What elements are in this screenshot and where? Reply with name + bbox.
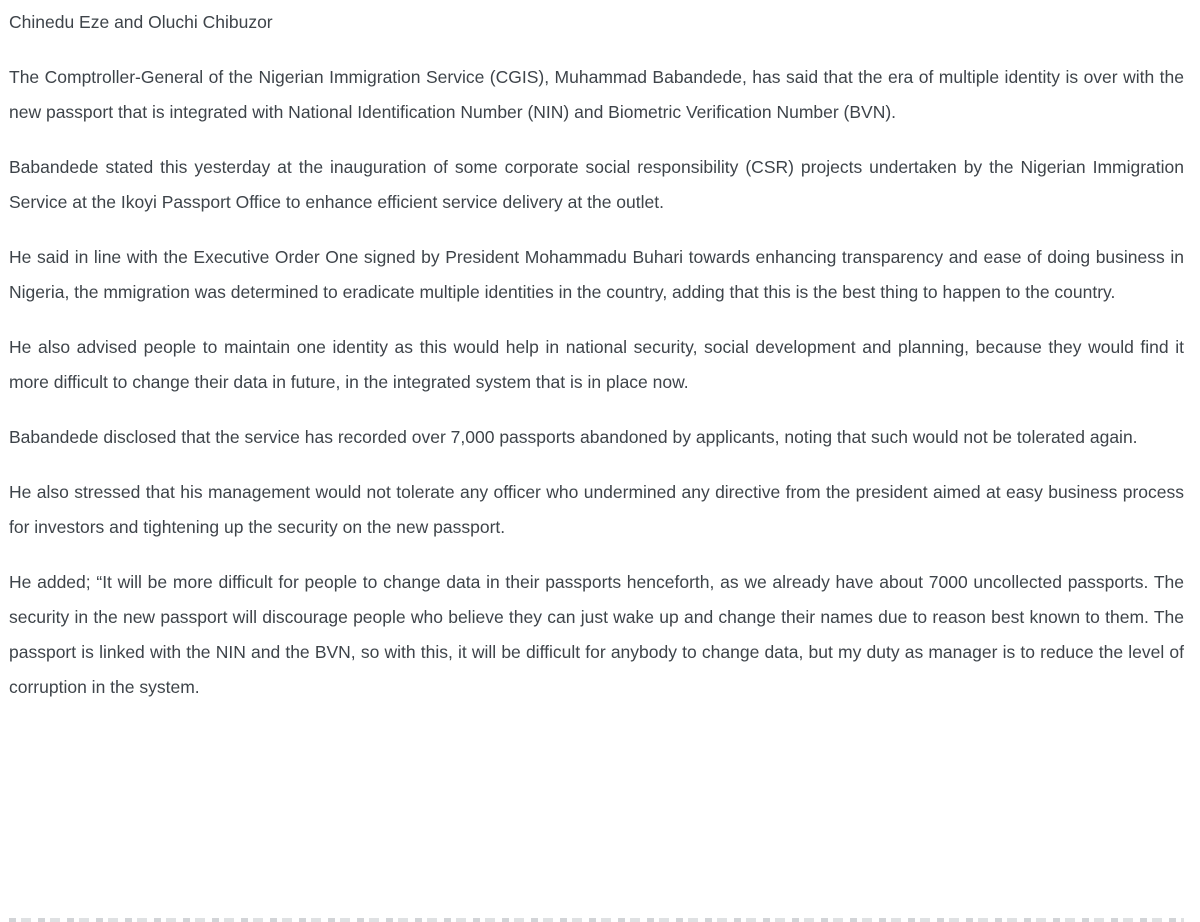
article-paragraph: He also advised people to maintain one identity as this would help in national security, social development and planning, because they would find it more difficult to change their data in future, in the integrated system that is in place now. (9, 337, 1184, 392)
clipped-text-line (9, 918, 1184, 922)
article-paragraph: He also stressed that his management would not tolerate any officer who undermined any directive from the president aimed at easy business process for investors and tightening up the security on the new passport. (9, 482, 1184, 537)
article-paragraph: He said in line with the Executive Order One signed by President Mohammadu Buhari towards enhancing transparency and ease of doing business in Nigeria, the mmigration was determined to eradicate multiple identities in the country, adding that this is the best thing to happen to the country. (9, 247, 1184, 302)
article-paragraph: Babandede stated this yesterday at the inauguration of some corporate social responsibility (CSR) projects undertaken by the Nigerian Immigration Service at the Ikoyi Passport Office to enhance efficient service delivery at the outlet. (9, 157, 1184, 212)
article-paragraph: He added; “It will be more difficult for people to change data in their passports henceforth, as we already have about 7000 uncollected passports. The security in the new passport will discourage people who believe they can just wake up and change their names due to reason best known to them. The passport is linked with the NIN and the BVN, so with this, it will be difficult for anybody to change data, but my duty as manager is to reduce the level of corruption in the system. (9, 572, 1184, 697)
article-paragraph: Babandede disclosed that the service has recorded over 7,000 passports abandoned by applicants, noting that such would not be tolerated again. (9, 427, 1138, 447)
article-paragraphs (9, 60, 1184, 705)
article-paragraph: The Comptroller-General of the Nigerian Immigration Service (CGIS), Muhammad Babandede, has said that the era of multiple identity is over with the new passport that is integrated with National Identification Number (NIN) and Biometric Verification Number (BVN). (9, 67, 1184, 122)
byline: Chinedu Eze and Oluchi Chibuzor (9, 12, 273, 32)
